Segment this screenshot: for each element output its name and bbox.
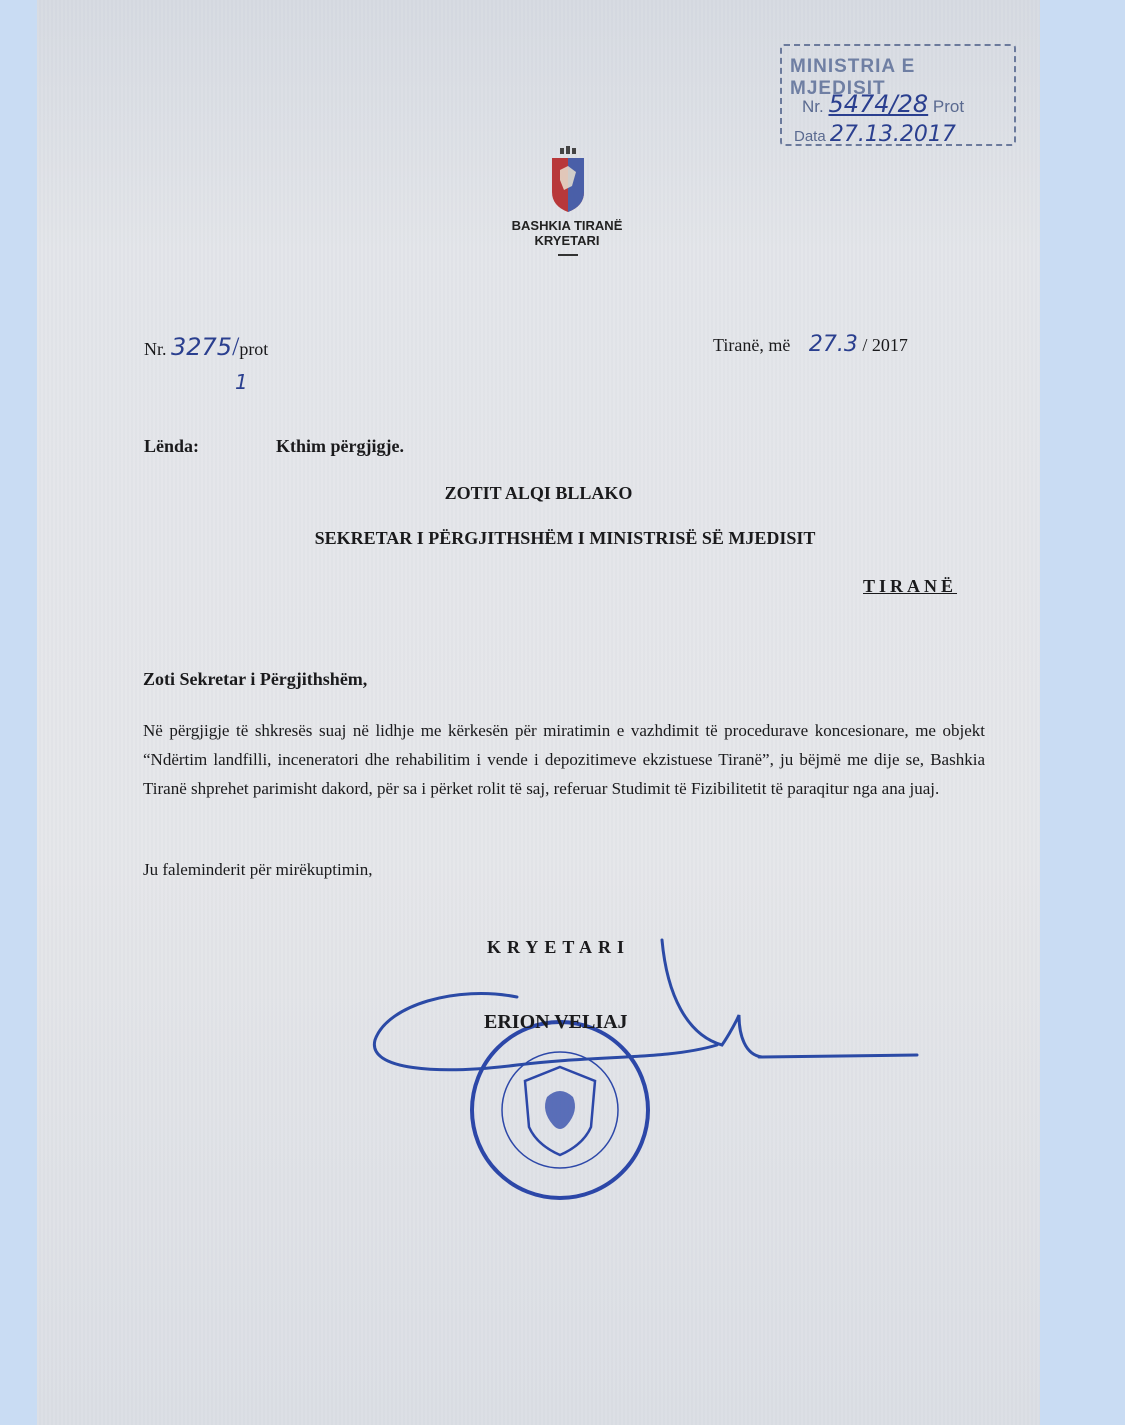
place-date: [713, 332, 908, 357]
closing-line: Ju faleminderit për mirëkuptimin,: [143, 860, 373, 879]
signatory-name: ERION VELIAJ: [484, 1011, 628, 1033]
recipient-name: ZOTIT ALQI BLLAKO: [444, 483, 633, 503]
date-handwritten: 27.3: [808, 332, 858, 357]
protocol-nr-label: Nr.: [144, 339, 167, 359]
registry-stamp: [780, 44, 1016, 146]
logo-line-2: KRYETARI: [534, 233, 600, 248]
place-label: Tiranë, më: [713, 335, 791, 355]
protocol-number: Nr. 3275/prot: [144, 332, 269, 361]
stamp-date-value: 27.13.2017: [829, 122, 956, 147]
protocol-suffix: prot: [239, 339, 269, 359]
recipient-title: SEKRETAR I PËRGJITHSHËM I MINISTRISË SË MJEDISIT: [314, 528, 816, 548]
stamp-nr-value: 5474/28: [828, 90, 929, 118]
protocol-nr-value: 3275: [171, 333, 233, 361]
letter-body: Në përgjigje të shkresës suaj në lidhje me kërkesën për miratimin e vazhdimit të procedurave koncesionare, me objekt “Ndërtim landfilli, inceneratori dhe rehabilitim i vende i depozitimeve ekzistuese Tiranë”, ju bëjmë me dije se, Bashkia Tiranë shprehet parimisht dakord, për sa i përket rolit të saj, referuar Studimit të Fizibilitetit të paraqitur nga ana juaj.: [143, 721, 985, 798]
recipient-city: TIRANË: [863, 576, 958, 596]
protocol-sub-number: 1: [235, 370, 248, 394]
logo-caption: [477, 218, 657, 248]
salutation: Zoti Sekretar i Përgjithshëm,: [143, 669, 368, 689]
stamp-date-label: Data: [794, 128, 826, 145]
signatory-role: KRYETARI: [487, 937, 631, 957]
subject-label: Lënda:: [144, 436, 200, 456]
stamp-nr-label: Nr.: [802, 97, 824, 116]
handwritten-signature-icon: [367, 935, 927, 1085]
stamp-ministry: MINISTRIA E MJEDISIT: [790, 56, 916, 99]
logo-divider: [558, 254, 578, 256]
date-year: / 2017: [862, 335, 908, 355]
stamp-prot-label: Prot: [932, 97, 965, 116]
subject-value: Kthim përgjigje.: [276, 436, 404, 456]
document-page: [37, 0, 1040, 1425]
logo-line-1: BASHKIA TIRANË: [511, 218, 623, 233]
tirana-coat-of-arms-icon: [546, 146, 590, 214]
